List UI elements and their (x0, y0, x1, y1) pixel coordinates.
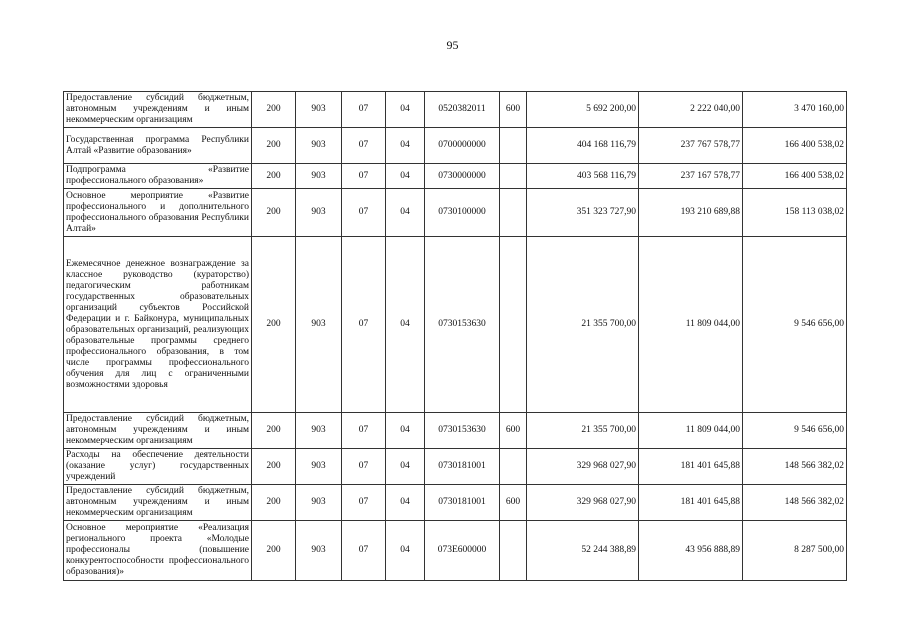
cell-section: 07 (342, 128, 386, 164)
table-row (64, 189, 847, 237)
cell-expense-type (500, 449, 527, 485)
cell-sum-2: 193 210 689,88 (639, 189, 743, 237)
cell-expense-type: 600 (500, 485, 527, 521)
cell-sum-3: 148 566 382,02 (743, 485, 847, 521)
cell-sum-2: 43 956 888,89 (639, 521, 743, 581)
cell-target-code: 0730181001 (425, 449, 500, 485)
cell-code-1: 200 (252, 485, 296, 521)
table-row (64, 521, 847, 581)
cell-sum-1: 403 568 116,79 (527, 164, 639, 189)
cell-section: 07 (342, 237, 386, 413)
cell-sum-2: 181 401 645,88 (639, 485, 743, 521)
cell-code-1: 200 (252, 413, 296, 449)
cell-expense-type (500, 128, 527, 164)
table-row (64, 164, 847, 189)
cell-subsection: 04 (386, 128, 425, 164)
cell-sum-2: 181 401 645,88 (639, 449, 743, 485)
table-row (64, 413, 847, 449)
row-description: Государственная программа Республики Алтай «Развитие образования» (64, 128, 252, 164)
cell-subsection: 04 (386, 92, 425, 128)
cell-sum-3: 3 470 160,00 (743, 92, 847, 128)
table-row (64, 92, 847, 128)
cell-section: 07 (342, 485, 386, 521)
cell-section: 07 (342, 164, 386, 189)
cell-sum-1: 351 323 727,90 (527, 189, 639, 237)
budget-table (63, 91, 847, 581)
cell-sum-2: 11 809 044,00 (639, 413, 743, 449)
table-row (64, 449, 847, 485)
cell-sum-1: 21 355 700,00 (527, 237, 639, 413)
cell-sum-3: 9 546 656,00 (743, 237, 847, 413)
cell-sum-3: 8 287 500,00 (743, 521, 847, 581)
cell-subsection: 04 (386, 164, 425, 189)
row-description: Ежемесячное денежное вознаграждение за классное руководство (кураторство) педагогическим работникам государственных образовательных организаций субъектов Российской Федерации и г. Байконура, муниципальных образовательных организаций, реализующих образовательные программы среднего профессионального образования, в том числе программы профессионального обучения для лиц с ограниченными возможностями здоровья (64, 237, 252, 413)
cell-code-2: 903 (296, 164, 342, 189)
cell-sum-1: 21 355 700,00 (527, 413, 639, 449)
cell-sum-3: 166 400 538,02 (743, 128, 847, 164)
cell-sum-1: 5 692 200,00 (527, 92, 639, 128)
cell-code-1: 200 (252, 449, 296, 485)
cell-sum-2: 237 767 578,77 (639, 128, 743, 164)
cell-sum-1: 52 244 388,89 (527, 521, 639, 581)
cell-code-1: 200 (252, 189, 296, 237)
row-description: Расходы на обеспечение деятельности (оказание услуг) государственных учреждений (64, 449, 252, 485)
cell-sum-1: 329 968 027,90 (527, 449, 639, 485)
cell-code-2: 903 (296, 521, 342, 581)
cell-expense-type (500, 164, 527, 189)
cell-subsection: 04 (386, 449, 425, 485)
table-body (64, 92, 847, 581)
cell-section: 07 (342, 449, 386, 485)
cell-target-code: 0730153630 (425, 237, 500, 413)
page-number: 95 (446, 38, 459, 52)
cell-target-code: 0730000000 (425, 164, 500, 189)
cell-sum-3: 9 546 656,00 (743, 413, 847, 449)
cell-code-1: 200 (252, 521, 296, 581)
cell-sum-2: 2 222 040,00 (639, 92, 743, 128)
cell-subsection: 04 (386, 413, 425, 449)
cell-expense-type (500, 189, 527, 237)
cell-code-2: 903 (296, 413, 342, 449)
cell-sum-1: 404 168 116,79 (527, 128, 639, 164)
cell-code-2: 903 (296, 92, 342, 128)
cell-sum-3: 166 400 538,02 (743, 164, 847, 189)
cell-target-code: 0520382011 (425, 92, 500, 128)
row-description: Предоставление субсидий бюджетным, автономным учреждениям и иным некоммерческим организациям (64, 92, 252, 128)
table-row (64, 237, 847, 413)
cell-code-1: 200 (252, 237, 296, 413)
cell-sum-3: 158 113 038,02 (743, 189, 847, 237)
cell-code-2: 903 (296, 485, 342, 521)
table-row (64, 485, 847, 521)
cell-section: 07 (342, 413, 386, 449)
cell-code-2: 903 (296, 237, 342, 413)
cell-target-code: 073E600000 (425, 521, 500, 581)
cell-subsection: 04 (386, 485, 425, 521)
row-description: Подпрограмма «Развитие профессионального образования» (64, 164, 252, 189)
cell-target-code: 0730181001 (425, 485, 500, 521)
cell-expense-type (500, 237, 527, 413)
cell-section: 07 (342, 92, 386, 128)
cell-section: 07 (342, 521, 386, 581)
cell-expense-type: 600 (500, 413, 527, 449)
cell-code-2: 903 (296, 449, 342, 485)
cell-code-1: 200 (252, 92, 296, 128)
cell-subsection: 04 (386, 521, 425, 581)
cell-subsection: 04 (386, 237, 425, 413)
row-description: Основное мероприятие «Развитие профессионального и дополнительного профессионального образования Республики Алтай» (64, 189, 252, 237)
table-row (64, 128, 847, 164)
row-description: Основное мероприятие «Реализация регионального проекта «Молодые профессионалы (повышение конкурентоспособности профессионального образования)» (64, 521, 252, 581)
cell-target-code: 0700000000 (425, 128, 500, 164)
cell-sum-1: 329 968 027,90 (527, 485, 639, 521)
row-description: Предоставление субсидий бюджетным, автономным учреждениям и иным некоммерческим организациям (64, 413, 252, 449)
cell-code-2: 903 (296, 189, 342, 237)
cell-sum-2: 11 809 044,00 (639, 237, 743, 413)
cell-code-1: 200 (252, 164, 296, 189)
row-description: Предоставление субсидий бюджетным, автономным учреждениям и иным некоммерческим организациям (64, 485, 252, 521)
cell-sum-2: 237 167 578,77 (639, 164, 743, 189)
cell-expense-type: 600 (500, 92, 527, 128)
cell-expense-type (500, 521, 527, 581)
cell-target-code: 0730100000 (425, 189, 500, 237)
cell-code-2: 903 (296, 128, 342, 164)
cell-target-code: 0730153630 (425, 413, 500, 449)
cell-section: 07 (342, 189, 386, 237)
cell-subsection: 04 (386, 189, 425, 237)
cell-sum-3: 148 566 382,02 (743, 449, 847, 485)
cell-code-1: 200 (252, 128, 296, 164)
